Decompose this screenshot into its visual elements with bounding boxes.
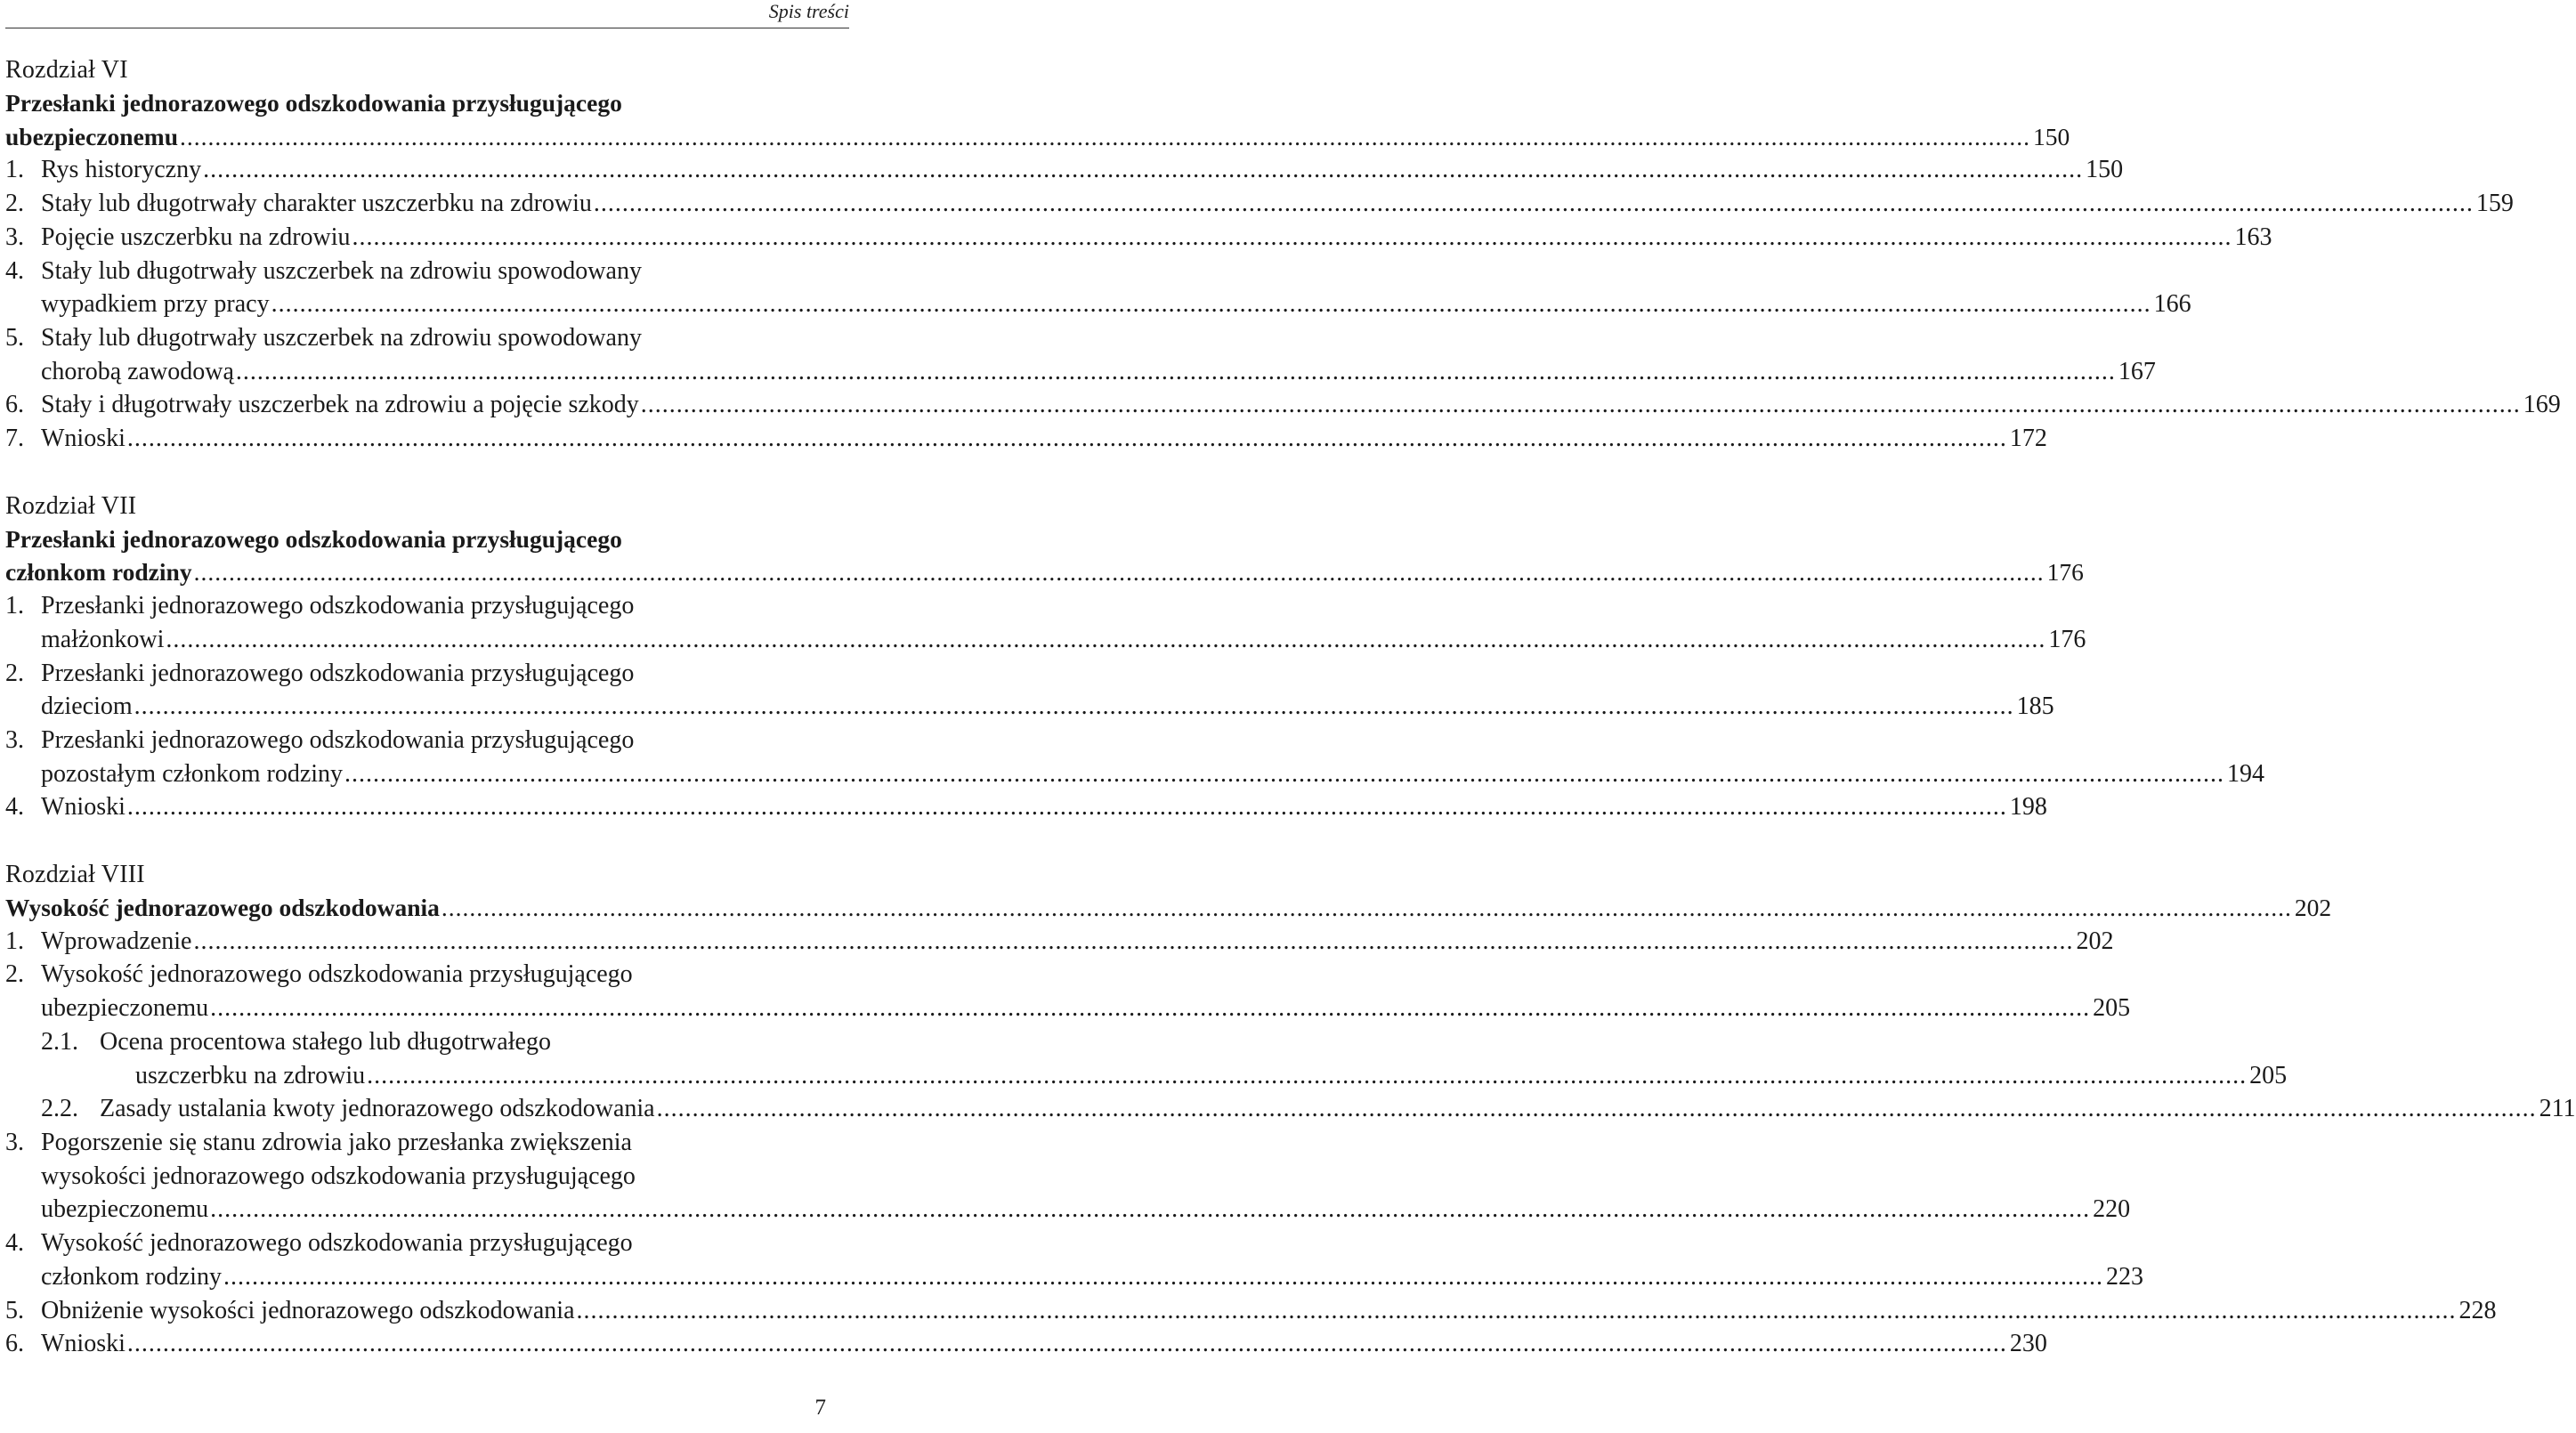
entry-title-line — [5, 1160, 830, 1194]
toc-entry-first-row — [5, 153, 2124, 187]
dot-leader — [210, 992, 2090, 1025]
toc-entry[interactable] — [5, 925, 2114, 959]
chapter-title-last-row — [5, 555, 2084, 589]
dot-leader — [166, 623, 2045, 657]
entry-title-last: ubezpieczonemu — [41, 994, 209, 1023]
chapter-page-number: 150 — [2033, 122, 2070, 150]
section-number: 4. — [5, 793, 24, 822]
entry-title-line: Przesłanki jednorazowego odszkodowania przysługującego — [41, 725, 635, 754]
toc-entry[interactable] — [5, 187, 2514, 221]
chapter-spacer — [5, 456, 830, 490]
toc-entry[interactable] — [5, 388, 2561, 422]
dot-leader — [577, 1294, 2457, 1328]
toc-entry-last-row — [5, 757, 2265, 791]
chapter-title-line: Przesłanki jednorazowego odszkodowania przysługującego — [5, 524, 622, 553]
dot-leader — [236, 355, 2116, 389]
entry-title-line: Wysokość jednorazowego odszkodowania przysługującego — [41, 1229, 633, 1258]
chapter-title-text: członkom rodziny — [5, 558, 192, 587]
section-number: 5. — [5, 323, 24, 352]
entry-title-line: Ocena procentowa stałego lub długotrwałego — [100, 1027, 551, 1056]
entry-title-line: Stały lub długotrwały uszczerbek na zdrowiu spowodowany — [41, 256, 642, 285]
toc-entry-first-row — [5, 321, 830, 355]
toc-entry-first-row — [5, 657, 830, 691]
section-number: 1. — [5, 592, 24, 620]
dot-leader — [134, 690, 2014, 724]
entry-title-last: pozostałym członkom rodziny — [41, 759, 344, 788]
toc-entry[interactable] — [5, 255, 2191, 321]
entry-title-last: chorobą zawodową — [41, 357, 234, 385]
chapter-title-entry[interactable] — [5, 522, 2084, 589]
dot-leader — [271, 287, 2151, 321]
entry-title: Wnioski — [41, 425, 126, 453]
toc-entry[interactable] — [5, 221, 2272, 255]
toc-entry-last-row — [41, 1059, 2288, 1093]
toc-entry-first-row — [5, 1126, 830, 1160]
dot-leader — [127, 1327, 2007, 1361]
entry-page-number: 172 — [2009, 425, 2047, 453]
toc-entry[interactable] — [5, 1327, 2047, 1361]
chapter-title-entry[interactable] — [5, 891, 2332, 925]
chapter-title-line: Przesłanki jednorazowego odszkodowania przysługującego — [5, 89, 622, 117]
toc-entry[interactable] — [5, 321, 2156, 388]
toc-entry-first-row — [5, 422, 2047, 456]
dot-leader — [344, 757, 2224, 791]
dot-leader — [193, 925, 2073, 959]
entry-page-number: 167 — [2118, 357, 2156, 385]
chapter-page-number: 202 — [2294, 894, 2332, 922]
entry-page-number: 230 — [2009, 1330, 2047, 1358]
toc-entry-last-row — [5, 287, 2191, 321]
toc-entry[interactable] — [5, 1294, 2497, 1328]
entry-page-number: 159 — [2475, 190, 2514, 218]
entry-title: Zasady ustalania kwoty jednorazowego odszkodowania — [100, 1095, 655, 1123]
chapter-spacer — [5, 824, 830, 858]
section-number: 1. — [5, 927, 24, 955]
chapter-label: Rozdział VIII — [5, 861, 145, 889]
entry-title-last: ubezpieczonemu — [41, 1195, 209, 1224]
entry-page-number: 211 — [2539, 1095, 2576, 1123]
entry-title-last: wypadkiem przy pracy — [41, 290, 270, 319]
chapter-title-text: ubezpieczonemu — [5, 122, 179, 150]
section-number: 7. — [5, 425, 24, 453]
toc-entry[interactable] — [5, 1092, 2576, 1126]
entry-title-line: Przesłanki jednorazowego odszkodowania przysługującego — [41, 592, 635, 620]
entry-page-number: 228 — [2459, 1296, 2497, 1324]
toc-entry-first-row — [5, 1227, 830, 1260]
toc-entry-first-row — [5, 255, 830, 288]
section-number: 6. — [5, 391, 24, 419]
toc-entry-last-row — [5, 1260, 2143, 1294]
section-number: 2. — [5, 190, 24, 218]
toc-entry-first-row — [5, 221, 2272, 255]
toc-entry[interactable] — [5, 1126, 2131, 1227]
dot-leader — [194, 555, 2045, 589]
section-number: 6. — [5, 1330, 24, 1358]
section-number: 4. — [5, 256, 24, 285]
chapter-title-text: Wysokość jednorazowego odszkodowania — [5, 894, 440, 922]
dot-leader — [441, 891, 2292, 925]
entry-title-line: Wysokość jednorazowego odszkodowania przysługującego — [41, 960, 633, 989]
chapter-section — [5, 858, 2576, 1361]
chapter-page-number: 176 — [2046, 558, 2084, 587]
entry-title-line-text: wysokości jednorazowego odszkodowania przysługującego — [41, 1162, 636, 1190]
entry-title-last: uszczerbku na zdrowiu — [135, 1061, 366, 1089]
entry-title-last: członkom rodziny — [41, 1262, 222, 1291]
toc-entry-first-row — [41, 1025, 830, 1059]
entry-page-number: 198 — [2009, 793, 2047, 822]
entry-page-number: 223 — [2105, 1262, 2143, 1291]
toc-entry[interactable] — [5, 422, 2047, 456]
toc-entry[interactable] — [5, 958, 2131, 1024]
entry-title: Wnioski — [41, 793, 126, 822]
toc-entry[interactable] — [5, 1025, 2288, 1092]
dot-leader — [180, 120, 2030, 154]
entry-page-number: 205 — [2093, 994, 2131, 1023]
entry-page-number: 150 — [2086, 156, 2124, 184]
toc-entry[interactable] — [5, 589, 2086, 656]
section-number: 4. — [5, 1229, 24, 1258]
entry-title-line: Pogorszenie się stanu zdrowia jako przesłanka zwiększenia — [41, 1128, 632, 1156]
toc-entry[interactable] — [5, 724, 2265, 790]
section-number: 2. — [5, 659, 24, 687]
dot-leader — [127, 790, 2007, 824]
section-number: 1. — [5, 156, 24, 184]
entry-page-number: 176 — [2048, 625, 2086, 653]
chapter-label: Rozdział VII — [5, 491, 137, 520]
dot-leader — [223, 1260, 2103, 1294]
dot-leader — [594, 187, 2474, 221]
entry-page-number: 202 — [2076, 927, 2114, 955]
toc-entry[interactable] — [5, 657, 2054, 724]
chapter-label: Rozdział VI — [5, 56, 128, 84]
entry-title: Wprowadzenie — [41, 927, 192, 955]
entry-title-line: Przesłanki jednorazowego odszkodowania przysługującego — [41, 659, 635, 687]
dot-leader — [352, 221, 2232, 255]
chapter-title-entry[interactable] — [5, 86, 2070, 153]
entry-title: Wnioski — [41, 1330, 126, 1358]
entry-title: Stały lub długotrwały charakter uszczerbku na zdrowiu — [41, 190, 592, 218]
entry-page-number: 166 — [2153, 290, 2191, 319]
dot-leader — [210, 1193, 2090, 1227]
toc-entry-last-row — [5, 1193, 2131, 1227]
toc-entry-first-row — [5, 790, 2047, 824]
dot-leader — [657, 1092, 2537, 1126]
chapter-section — [5, 53, 2561, 456]
section-number: 2. — [5, 960, 24, 989]
toc-entry-first-row — [5, 958, 830, 992]
toc-entry-last-row — [5, 623, 2086, 657]
entry-page-number: 205 — [2249, 1061, 2288, 1089]
entry-page-number: 163 — [2234, 223, 2272, 251]
table-of-contents — [5, 53, 2576, 1361]
page-number: 7 — [814, 1396, 826, 1420]
chapter-title-last-row — [5, 120, 2070, 154]
entry-title-last: małżonkowi — [41, 625, 165, 653]
dot-leader — [367, 1059, 2247, 1093]
toc-entry-first-row — [5, 589, 830, 623]
entry-page-number: 194 — [2227, 759, 2265, 788]
toc-entry-last-row — [5, 690, 2054, 724]
toc-entry-first-row — [5, 724, 830, 757]
toc-entry-first-row — [5, 388, 2561, 422]
toc-entry[interactable] — [5, 153, 2124, 187]
running-header — [5, 0, 849, 28]
section-number: 2.1. — [41, 1027, 78, 1056]
section-number: 3. — [5, 223, 24, 251]
toc-entry[interactable] — [5, 790, 2047, 824]
entry-title: Pojęcie uszczerbku na zdrowiu — [41, 223, 351, 251]
entry-title: Obniżenie wysokości jednorazowego odszkodowania — [41, 1296, 575, 1324]
entry-page-number: 185 — [2016, 692, 2054, 721]
dot-leader — [127, 422, 2007, 456]
toc-entry[interactable] — [5, 1227, 2143, 1293]
toc-entry-first-row — [5, 187, 2514, 221]
running-head-title: Spis treści — [768, 0, 849, 22]
toc-entry-first-row — [5, 925, 2114, 959]
toc-entry-first-row — [41, 1092, 2576, 1126]
dot-leader — [203, 153, 2083, 187]
section-number: 3. — [5, 1128, 24, 1156]
toc-entry-last-row — [5, 992, 2131, 1025]
entry-page-number: 220 — [2093, 1195, 2131, 1224]
toc-entry-first-row — [5, 1294, 2497, 1328]
entry-page-number: 169 — [2523, 391, 2561, 419]
entry-title-line: Stały lub długotrwały uszczerbek na zdrowiu spowodowany — [41, 323, 642, 352]
section-number: 3. — [5, 725, 24, 754]
toc-entry-first-row — [5, 1327, 2047, 1361]
entry-title: Rys historyczny — [41, 156, 202, 184]
entry-title: Stały i długotrwały uszczerbek na zdrowiu a pojęcie szkody — [41, 391, 639, 419]
chapter-title-last-row — [5, 891, 2332, 925]
chapter-section — [5, 490, 2265, 824]
section-number: 2.2. — [41, 1095, 78, 1123]
toc-entry-last-row — [5, 355, 2156, 389]
entry-title-last: dzieciom — [41, 692, 133, 721]
dot-leader — [641, 388, 2521, 422]
section-number: 5. — [5, 1296, 24, 1324]
